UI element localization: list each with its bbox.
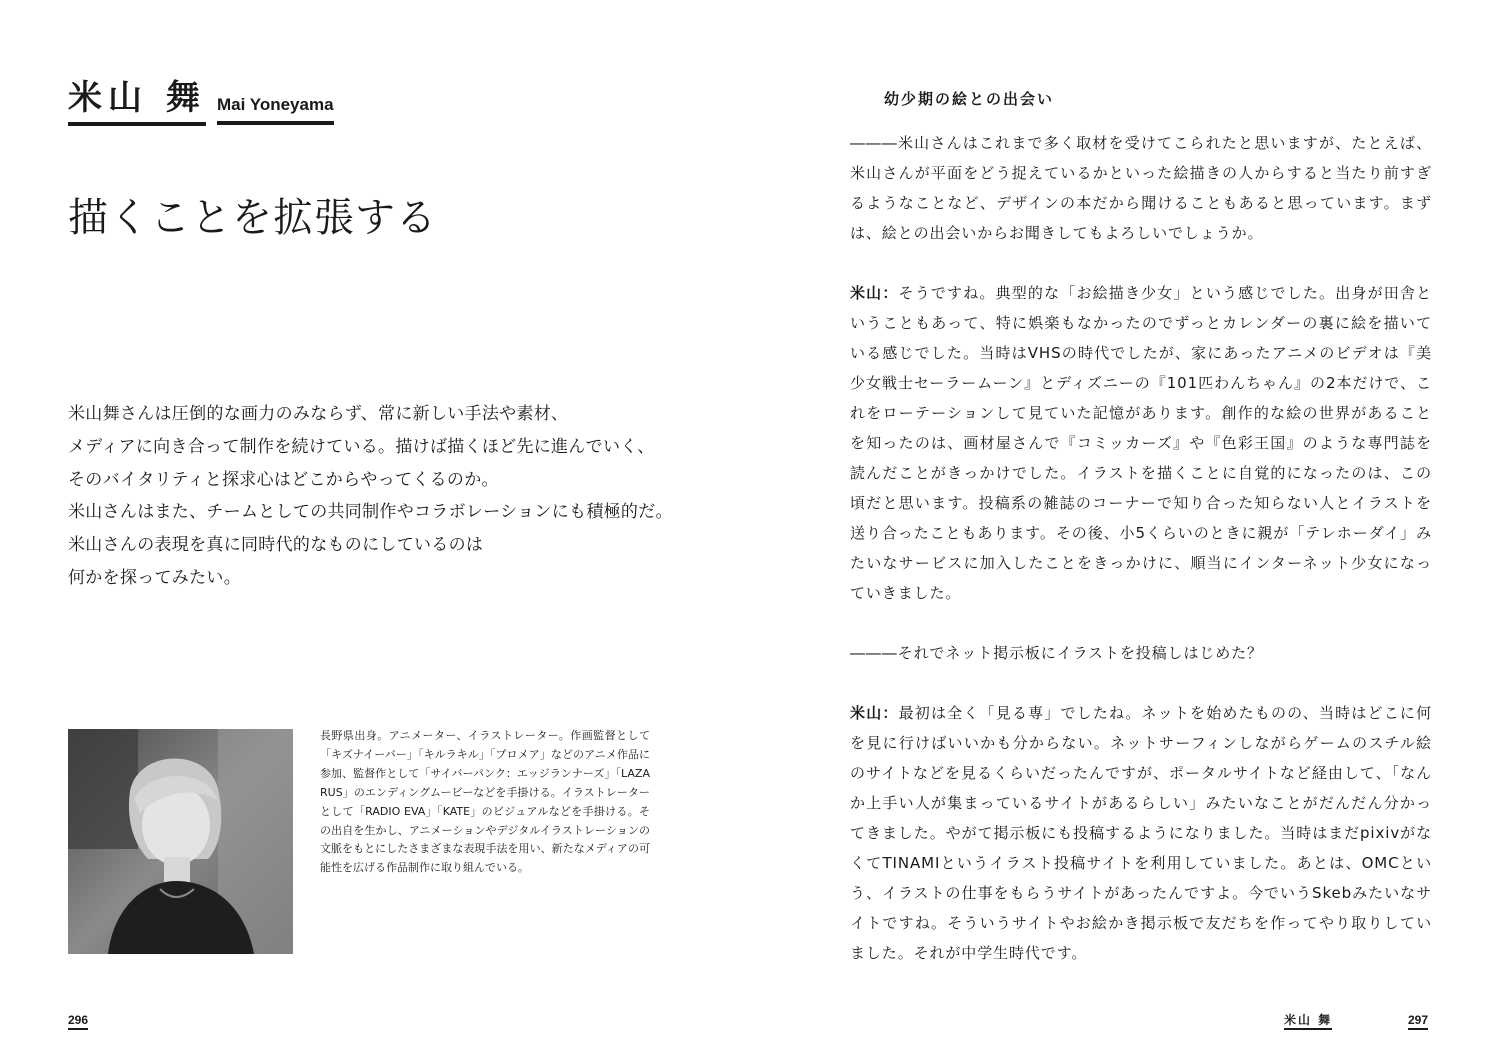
paragraph-text: ―――それでネット掲示板にイラストを投稿しはじめた？: [850, 644, 1263, 662]
interview-paragraph: [850, 638, 1432, 668]
page-number-right: 297: [1408, 1013, 1428, 1030]
lead-line: 米山舞さんは圧倒的な画力のみならず、常に新しい手法や素材、: [68, 404, 569, 424]
right-page: [750, 0, 1500, 1063]
page-number-left: 296: [68, 1013, 88, 1030]
author-portrait-photo: [68, 729, 293, 954]
interview-body: [850, 128, 1432, 998]
portrait-illustration: [68, 729, 293, 954]
lead-line: 何かを探ってみたい。: [68, 567, 241, 588]
interview-paragraph: [850, 278, 1432, 608]
interview-paragraph: [850, 698, 1432, 968]
running-title: 米山 舞: [1284, 1013, 1332, 1030]
speaker-label: 米山：: [850, 704, 899, 722]
interview-paragraph: [850, 128, 1432, 248]
lead-line: 米山さんの表現を真に同時代的なものにしているのは: [68, 535, 484, 556]
paragraph-text: そうですね。典型的な「お絵描き少女」という感じでした。出身が田舎ということもあって、特に娯楽もなかったのでずっとカレンダーの裏に絵を描いている感じでした。当時はVHSの時代でしたが、家にあったアニメのビデオは『美少女戦士セーラームーン』とディズニーの『101匹わんちゃん』の2本だけで、これをローテーションして見ていた記憶があります。創作的な絵の世界があることを知ったのは、画材屋さんで『コミッカーズ』や『色彩王国』のような専門誌を読んだことがきっかけでした。イラストを描くことに自覚的になったのは、この頃だと思います。投稿系の雑誌のコーナーで知り合った知らない人とイラストを送り合ったこともあります。その後、小5くらいのときに親が「テレホーダイ」みたいなサービスに加入したことをきっかけに、順当にインターネット少女になっていきました。: [850, 284, 1432, 602]
author-name-english: Mai Yoneyama: [217, 94, 334, 125]
speaker-label: 米山：: [850, 284, 899, 302]
author-biography: 長野県出身。アニメーター、イラストレーター。作画監督として「キズナイーバー」「キルラキル」「プロメア」などのアニメ作品に参加、監督作として「サイバーパンク：エッジランナーズ」「LAZARUS」のエンディングムービーなどを手掛ける。イラストレーターとして「RADIO EVA」「KATE」のビジュアルなどを手掛ける。その出自を生かし、アニメーションやデジタルイラストレーションの文脈をもとにしたさまざまな表現手法を用い、新たなメディアの可能性を広げる作品制作に取り組んでいる。: [320, 729, 650, 875]
lead-line: メディアに向き合って制作を続けている。描けば描くほど先に進んでいく、: [68, 436, 655, 457]
author-name-japanese: 米山 舞: [68, 78, 206, 126]
lead-line: そのバイタリティと探求心はどこからやってくるのか。: [68, 469, 499, 490]
paragraph-text: 最初は全く「見る専」でしたね。ネットを始めたものの、当時はどこに何を見に行けばいいかも分からない。ネットサーフィンしながらゲームのスチル絵のサイトなどを見るくらいだったんですが、ポータルサイトなど経由して、「なんか上手い人が集まっているサイトがあるらしい」みたいなことがだんだん分かってきました。やがて掲示板にも投稿するようになりました。当時はまだpixivがなくてTINAMIというイラスト投稿サイトを利用していました。あとは、OMCという、イラストの仕事をもらうサイトがあったんですよ。今でいうSkebみたいなサイトですね。そういうサイトやお絵かき掲示板で友だちを作ってやり取りしていました。それが中学生時代です。: [850, 704, 1432, 962]
lead-line: 米山さんはまた、チームとしての共同制作やコラボレーションにも積極的だ。: [68, 502, 673, 523]
lead-text: [68, 398, 708, 595]
section-heading: 幼少期の絵との出会い: [884, 90, 1055, 108]
paragraph-text: ―――米山さんはこれまで多く取材を受けてこられたと思いますが、たとえば、米山さんが平面をどう捉えているかといった絵描きの人からすると当たり前すぎるようなことなど、デザインの本だから聞けることもあると思っています。まずは、絵との出会いからお聞きしてもよろしいでしょうか。: [850, 134, 1432, 242]
article-title: 描くことを拡張する: [68, 195, 437, 241]
